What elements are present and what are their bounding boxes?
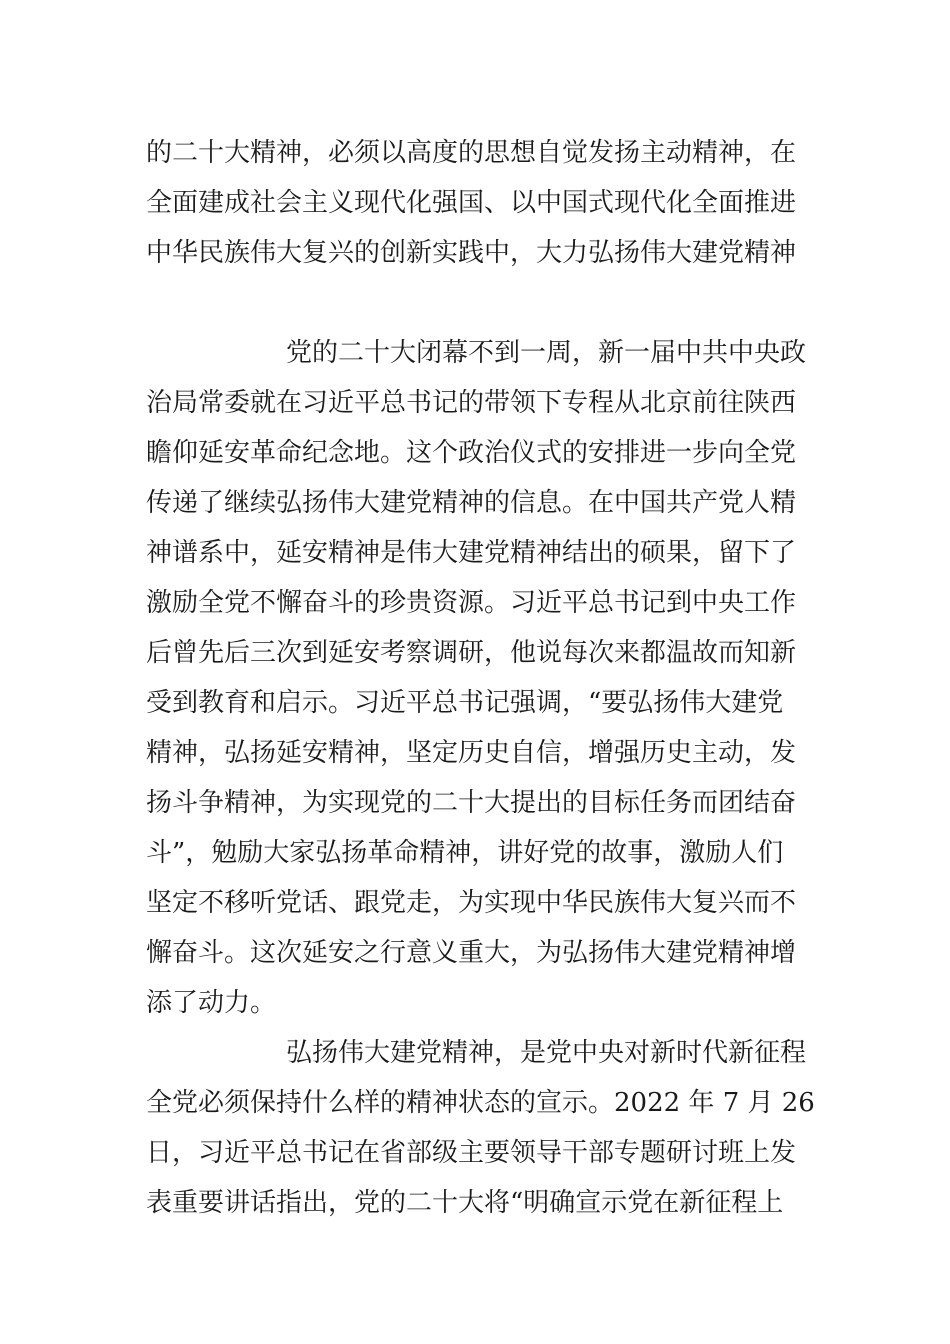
paragraph-first-line: 弘扬伟大建党精神，是党中央对新时代新征程	[286, 1038, 807, 1068]
paragraph-first-line: 党的二十大闭幕不到一周，新一届中共中央政	[286, 338, 807, 368]
text-line: 瞻仰延安革命纪念地。这个政治仪式的安排进一步向全党	[146, 438, 797, 468]
text-line: 坚定不移听党话、跟党走，为实现中华民族伟大复兴而不	[146, 888, 797, 918]
text-line: 扬斗争精神，为实现党的二十大提出的目标任务而团结奋	[146, 788, 797, 818]
text-line: 懈奋斗。这次延安之行意义重大，为弘扬伟大建党精神增	[146, 938, 797, 968]
text-line: 神谱系中，延安精神是伟大建党精神结出的硕果，留下了	[146, 538, 797, 568]
text-line: 精神，弘扬延安精神，坚定历史自信，增强历史主动，发	[146, 738, 797, 768]
text-line: 后曾先后三次到延安考察调研，他说每次来都温故而知新	[146, 638, 797, 668]
text-line: 治局常委就在习近平总书记的带领下专程从北京前往陕西	[146, 388, 797, 418]
text-line: 日，习近平总书记在省部级主要领导干部专题研讨班上发	[146, 1138, 797, 1168]
text-line: 的二十大精神，必须以高度的思想自觉发扬主动精神，在	[146, 138, 797, 168]
text-line: 全面建成社会主义现代化强国、以中国式现代化全面推进	[146, 188, 797, 218]
text-line: 中华民族伟大复兴的创新实践中，大力弘扬伟大建党精神	[146, 238, 797, 268]
text-line: 全党必须保持什么样的精神状态的宣示。2022 年 7 月 26	[146, 1088, 815, 1118]
text-line: 表重要讲话指出，党的二十大将“明确宣示党在新征程上	[146, 1188, 784, 1218]
text-line: 斗”，勉励大家弘扬革命精神，讲好党的故事，激励人们	[146, 838, 784, 868]
text-line: 传递了继续弘扬伟大建党精神的信息。在中国共产党人精	[146, 488, 797, 518]
text-line: 激励全党不懈奋斗的珍贵资源。习近平总书记到中央工作	[146, 588, 797, 618]
text-line: 添了动力。	[146, 988, 277, 1018]
text-line: 受到教育和启示。习近平总书记强调，“要弘扬伟大建党	[146, 688, 784, 718]
